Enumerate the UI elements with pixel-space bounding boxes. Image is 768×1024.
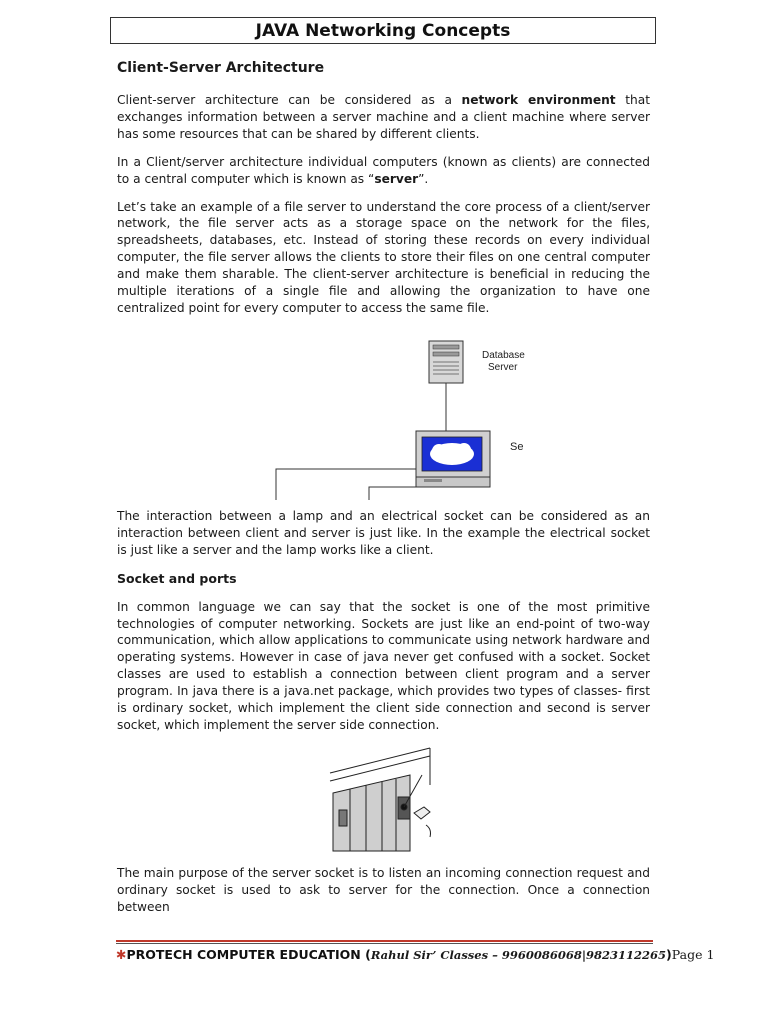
diagram-label: Database: [482, 349, 525, 361]
electrical-socket-illustration: [330, 745, 435, 851]
section-heading-client-server: Client-Server Architecture: [117, 60, 325, 76]
footer-rule: [116, 940, 653, 942]
page-title: JAVA Networking Concepts: [255, 21, 511, 41]
diagram-label: Server: [488, 361, 518, 373]
paragraph: The main purpose of the server socket is to listen an incoming connection request and ordinary socket is used to ask to server for the connection. Once a connection between: [117, 865, 650, 914]
client-server-diagram: [274, 335, 525, 500]
page-number: Page 1: [671, 947, 715, 962]
bold-term: server: [374, 171, 419, 186]
paragraph: Let’s take an example of a file server to understand the core process of a client/server network, the file server acts as a storage space on the network for the files, spreadsheets, databases, etc. Instead of storing these records on every individual computer, the file server allows the clients to store their files on one central computer and make them sharable. The client-server architecture is beneficial in reducing the multiple iterations of a single file and allowing the organization to have one centralized point for every computer to access the same file.: [117, 199, 650, 315]
database-server-icon: [429, 341, 463, 383]
star-icon: ✱: [116, 947, 127, 962]
diagram-label: Se: [510, 440, 524, 453]
section-heading-socket-ports: Socket and ports: [117, 570, 237, 586]
document-body: [117, 58, 650, 927]
footer-rule: [116, 943, 653, 944]
computer-icon: [416, 431, 490, 487]
page-title-box: [110, 17, 656, 44]
paragraph: In common language we can say that the socket is one of the most primitive technologies of computer networking. Sockets are just like an end-point of two-way communication, which allow applications to communicate using network hardware and operating systems. However in case of java never get confused with a socket. Socket classes are used to establish a connection between client program and a server program. In java there is a java.net package, which provides two types of classes- first is ordinary socket, which implement the client side connection and second is server socket, which implement the server side connection.: [117, 599, 650, 732]
bold-term: network environment: [461, 93, 616, 107]
footer-brand: PROTECH COMPUTER EDUCATION (: [126, 947, 371, 962]
paragraph: Client-server architecture can be considered as a network environment that exchanges information between a server machine and a client machine where server has some resources that can be shared by different clients.: [117, 93, 650, 141]
footer-contact: Rahul Sir’ Classes – 9960086068|9823112265: [370, 948, 667, 962]
paragraph: The interaction between a lamp and an electrical socket can be considered as an interaction between client and server is just like. In the example the electrical socket is just like a server and the lamp works like a client.: [117, 508, 650, 557]
paragraph: In a Client/server architecture individual computers (known as clients) are connected to a central computer which is known as “server”.: [117, 154, 650, 186]
page-footer: ✱PROTECH COMPUTER EDUCATION (Rahul Sir’ Classes – 9960086068|9823112265)Page 1: [116, 947, 715, 962]
